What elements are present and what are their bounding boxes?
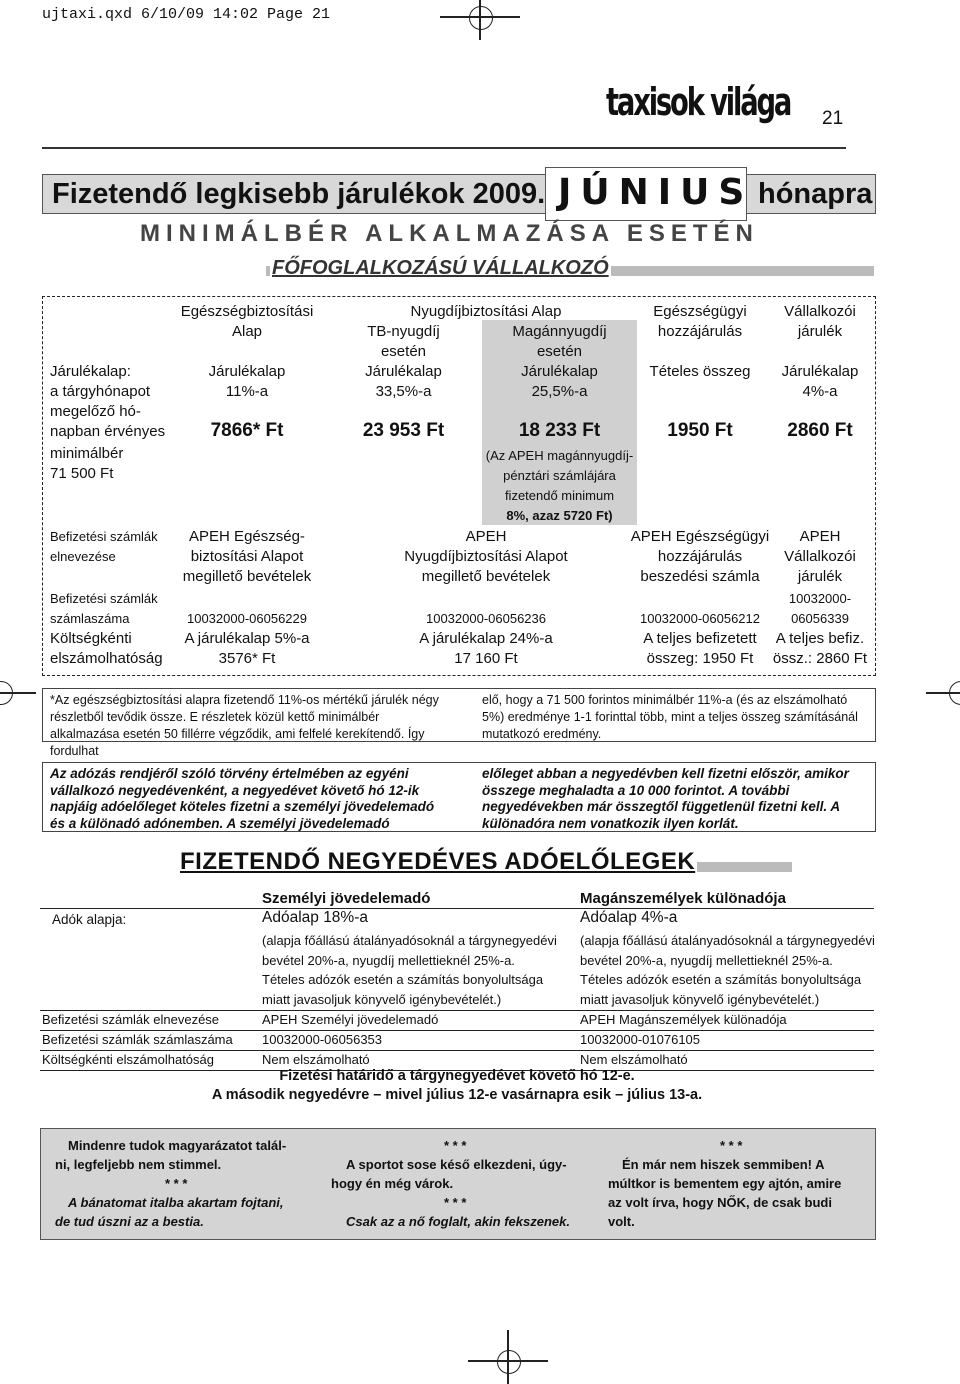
health-account-3: megillető bevételek (182, 568, 312, 585)
col-tb-header-2: esetén (380, 343, 427, 360)
joke1-line2: ni, legfeljebb nem stimmel. (55, 1157, 222, 1172)
entrepreneur-account-1: APEH (799, 528, 841, 545)
private-amount: 18 233 Ft (518, 420, 601, 441)
entrepreneur-amount: 2860 Ft (787, 420, 853, 441)
quarterly-row-c1-3: Nem elszámolható (262, 1052, 370, 1067)
private-note-2: pénztári számlájára (503, 468, 616, 483)
base-label-3: megelőző hó- (50, 403, 141, 420)
entrepreneur-account-2: Vállalkozói (784, 548, 856, 565)
health-cost-2: 3576* Ft (218, 650, 276, 667)
joke2-line1: A sportot sose késő elkezdeni, úgy- (346, 1157, 567, 1172)
tax-rules-right: előleget abban a negyedévben kell fizetni először, amikor összege meghaladta a 10 000 forintot. A további negyedévekben már összegtől függetlenül fizetni kell. A különadóra nem vonatkozik ilyen korlát. (482, 766, 849, 831)
healthcontrib-cost-2: összeg: 1950 Ft (646, 650, 754, 667)
quarterly-row-c1-2: 10032000-06056353 (262, 1032, 383, 1047)
col-pension-header: Nyugdíjbiztosítási Alap (410, 303, 562, 320)
joke1-line3: A bánatomat italba akartam fojtani, (68, 1195, 284, 1210)
quarterly-row-c1-1: APEH Személyi jövedelemadó (262, 1012, 439, 1027)
cost-label-2: elszámolhatóság (50, 650, 163, 667)
crop-line-bottom-v (507, 1330, 509, 1384)
health-amount: 7866* Ft (210, 420, 284, 441)
joke3-line3: az volt írva, hogy NŐK, de csak budi (608, 1195, 832, 1210)
pit-note-4: miatt javasoljuk könyvelő igénybevételét.) (262, 992, 502, 1007)
account-number-label-1: Befizetési számlák (50, 591, 158, 606)
header-rule (42, 147, 846, 149)
tax-rules-left: Az adózás rendjéről szóló törvény értelmében az egyéni vállalkozó negyedévenként, a negyedévet követő hó 12-ik napjáig adóelőleget köteles fizetni a személyi jövedelemadó és a különadó adónemben. A személyi jövedelemadó (50, 766, 435, 831)
deadline-line-2: A második negyedévre – mivel július 12-e vasárnapra esik – július 13-a. (211, 1087, 703, 1103)
crop-line-top-v (479, 0, 481, 40)
healthcontrib-account-3: beszedési számla (640, 568, 760, 585)
accounts-label-2: elnevezése (50, 549, 116, 564)
pension-account-2: Nyugdíjbiztosítási Alapot (404, 548, 568, 565)
accounts-label-1: Befizetési számlák (50, 529, 158, 544)
healthcontrib-base: Tételes összeg (649, 363, 751, 380)
special-tax-note-4: miatt javasoljuk könyvelő igénybevételét.) (580, 992, 820, 1007)
quarterly-rule-1 (40, 908, 874, 909)
pit-header: Személyi jövedelemadó (262, 890, 431, 907)
base-label-6: 71 500 Ft (50, 465, 114, 482)
subtitle: MINIMÁLBÉR ALKALMAZÁSA ESETÉN (140, 220, 759, 247)
pension-cost-2: 17 160 Ft (454, 650, 518, 667)
healthcontrib-account-1: APEH Egészségügyi (630, 528, 770, 545)
base-label-5: minimálbér (50, 445, 124, 462)
base-label-4: napban érvényes (50, 423, 166, 440)
col-healthcontrib-header-1: Egészségügyi (653, 303, 747, 320)
entrepreneur-account-number-1: 10032000- (788, 591, 852, 606)
col-health-header-2: Alap (231, 323, 263, 340)
quarterly-row-c2-1: APEH Magánszemélyek különadója (580, 1012, 787, 1027)
joke2-sep1: * * * (444, 1138, 467, 1153)
pit-note-3: Tételes adózók esetén a számítás bonyolultsága (262, 972, 544, 987)
special-tax-base: Adóalap 4%-a (580, 909, 678, 926)
section-title: FŐFOGLALKOZÁSÚ VÁLLALKOZÓ (272, 257, 609, 279)
special-tax-note-3: Tételes adózók esetén a számítás bonyolultsága (580, 972, 862, 987)
quarterly-section-title: FIZETENDŐ NEGYEDÉVES ADÓELŐLEGEK (180, 848, 696, 875)
crop-line-top-h (440, 16, 520, 18)
joke2-line2: hogy én még várok. (331, 1176, 454, 1191)
deadline-line-1: Fizetési határidő a tárgynegyedévet követő hó 12-e. (279, 1068, 635, 1084)
base-label-1: Járulékalap: (50, 363, 131, 380)
health-account-number: 10032000-06056229 (186, 611, 307, 626)
title-suffix: hónapra (758, 178, 873, 210)
joke3-sep: * * * (720, 1138, 743, 1153)
cost-label-1: Költségkénti (50, 630, 132, 647)
joke2-line3: Csak az a nő foglalt, akin fekszenek. (346, 1214, 570, 1229)
health-cost-1: A járulékalap 5%-a (184, 630, 310, 647)
private-note-4: 8%, azaz 5720 Ft) (506, 508, 613, 523)
crop-mark-top (469, 6, 493, 30)
special-tax-header: Magánszemélyek különadója (580, 890, 786, 907)
pit-note-2: bevétel 20%-a, nyugdíj mellettieknél 25%-a. (262, 953, 515, 968)
crop-line-right-h (926, 692, 960, 694)
col-private-header-2: esetén (536, 343, 583, 360)
footnote-left: *Az egészségbiztosítási alapra fizetendő 11%-os mértékű járulék négy részletből tevődik össze. E részletek közül kettő minimálbér alkalmazása esetén 50 fillérre végződik, ami felfelé kerekítendő. Így fordulhat (50, 693, 439, 758)
health-account-1: APEH Egészség- (189, 528, 305, 545)
pit-note-1: (alapja főállású átalányadósoknál a tárgynegyedévi (262, 933, 557, 948)
account-number-label-2: számlaszáma (50, 611, 130, 626)
joke3-line4: volt. (608, 1214, 635, 1229)
joke2-sep2: * * * (444, 1195, 467, 1210)
base-label-2: a tárgyhónapot (50, 383, 151, 400)
special-tax-note-2: bevétel 20%-a, nyugdíj mellettieknél 25%-a. (580, 953, 833, 968)
col-healthcontrib-header-2: hozzájárulás (657, 323, 743, 340)
crop-mark-bottom (497, 1350, 521, 1374)
col-entrepreneur-header-2: járulék (797, 323, 843, 340)
col-tb-header-1: TB-nyugdíj (367, 323, 440, 340)
entrepreneur-base-1: Járulékalap (781, 363, 859, 380)
tb-amount: 23 953 Ft (362, 420, 445, 441)
pension-account-number: 10032000-06056236 (425, 611, 546, 626)
healthcontrib-cost-1: A teljes befizetett (643, 630, 757, 647)
page-number: 21 (822, 108, 844, 129)
tb-base-1: Járulékalap (365, 363, 442, 380)
month-label: JÚNIUS (558, 172, 754, 213)
tax-base-label: Adók alapja: (52, 912, 127, 927)
private-base-1: Járulékalap (521, 363, 598, 380)
joke1-sep: * * * (165, 1176, 188, 1191)
pension-account-3: megillető bevételek (421, 568, 551, 585)
private-note-1: (Az APEH magánnyugdíj- (485, 448, 634, 463)
quarterly-row-c2-3: Nem elszámolható (580, 1052, 688, 1067)
special-tax-note-1: (alapja főállású átalányadósoknál a tárgynegyedévi (580, 933, 875, 948)
joke3-line2: múltkor is bementem egy ajtón, amire (608, 1176, 842, 1191)
private-note-3: fizetendő minimum (504, 488, 615, 503)
pit-base: Adóalap 18%-a (262, 909, 368, 926)
registration-line: ujtaxi.qxd 6/10/09 14:02 Page 21 (42, 6, 331, 23)
crop-line-bottom-h (468, 1360, 548, 1362)
col-health-header-1: Egészségbiztosítási (180, 303, 314, 320)
health-account-2: biztosítási Alapot (190, 548, 304, 565)
joke3-line1: Én már nem hiszek semmiben! A (622, 1157, 825, 1172)
entrepreneur-cost-1: A teljes befiz. (775, 630, 865, 647)
quarterly-row-c2-2: 10032000-01076105 (580, 1032, 701, 1047)
healthcontrib-account-number: 10032000-06056212 (639, 611, 760, 626)
entrepreneur-account-3: járulék (797, 568, 843, 585)
col-entrepreneur-header-1: Vállalkozói (784, 303, 856, 320)
entrepreneur-cost-2: össz.: 2860 Ft (772, 650, 868, 667)
healthcontrib-amount: 1950 Ft (667, 420, 733, 441)
health-base-1: Járulékalap (208, 363, 286, 380)
joke1-line1: Mindenre tudok magyarázatot talál- (68, 1138, 287, 1153)
tb-base-2: 33,5%-a (375, 383, 432, 400)
private-base-2: 25,5%-a (531, 383, 588, 400)
pension-cost-1: A járulékalap 24%-a (419, 630, 553, 647)
entrepreneur-account-number-2: 06056339 (791, 611, 849, 626)
quarterly-row-label-2: Befizetési számlák számlaszáma (42, 1032, 233, 1047)
pension-account-1: APEH (465, 528, 507, 545)
col-private-header-1: Magánnyugdíj (512, 323, 607, 340)
page-title: Fizetendő legkisebb járulékok 2009. (52, 178, 546, 210)
health-base-2: 11%-a (225, 383, 269, 400)
crop-line-left-h (0, 692, 36, 694)
footnote-right: elő, hogy a 71 500 forintos minimálbér 11%-a (és az elszámolható 5%) eredménye 1-1 forinttal több, mint a teljes összeg számításánál mutatkozó eredmény. (482, 693, 858, 741)
quarterly-row-label-1: Befizetési számlák elnevezése (42, 1012, 220, 1027)
quarterly-row-label-3: Költségkénti elszámolhatóság (42, 1052, 214, 1067)
joke1-line4: de tud úszni az a bestia. (55, 1214, 204, 1229)
entrepreneur-base-2: 4%-a (802, 383, 838, 400)
healthcontrib-account-2: hozzájárulás (657, 548, 743, 565)
brand-logo: taxisok világa (606, 80, 791, 124)
